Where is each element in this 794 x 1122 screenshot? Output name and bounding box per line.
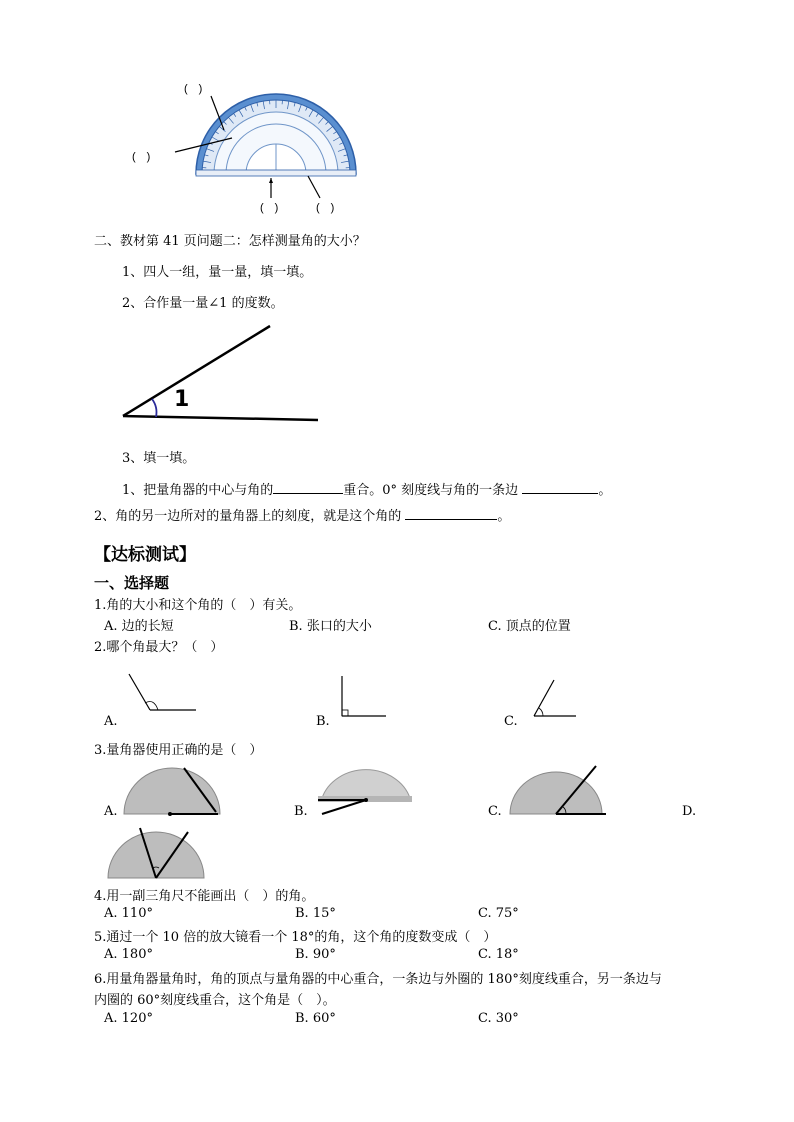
- q1-option-c[interactable]: C. 顶点的位置: [488, 619, 571, 634]
- q2-stem: 2.哪个角最大？（ ）: [94, 640, 224, 655]
- fill-in-2-part-b: 。: [497, 509, 511, 524]
- q3-option-d[interactable]: D.: [682, 804, 697, 819]
- fill-blank-vertex[interactable]: [273, 481, 343, 494]
- q5-option-a[interactable]: A. 180°: [104, 947, 153, 962]
- q1-stem: 1.角的大小和这个角的（ ）有关。: [94, 598, 302, 613]
- fill-blank-degree[interactable]: [405, 507, 497, 520]
- fill-in-2-part-a: 2、角的另一边所对的量角器上的刻度，就是这个角的: [94, 509, 402, 524]
- q4-option-a[interactable]: A. 110°: [104, 906, 153, 921]
- section2-step2: 2、合作量一量∠1 的度数。: [122, 296, 284, 311]
- q3-figure-b: [314, 758, 414, 818]
- q2-angle-a: [126, 672, 198, 716]
- q6-option-a[interactable]: A. 120°: [104, 1011, 153, 1026]
- q5-option-b[interactable]: B. 90°: [295, 947, 336, 962]
- q3-option-c[interactable]: C.: [488, 804, 502, 819]
- test-section-title: 一、选择题: [94, 574, 170, 592]
- q3-option-a[interactable]: A.: [104, 804, 118, 819]
- q4-option-b[interactable]: B. 15°: [295, 906, 336, 921]
- fill-in-1-part-c: 。: [598, 483, 612, 498]
- q2-option-a[interactable]: A.: [104, 714, 118, 729]
- q5-stem: 5.通过一个 10 倍的放大镜看一个 18°的角，这个角的度数变成（ ）: [94, 930, 497, 945]
- angle-1-figure: [118, 322, 328, 427]
- test-heading: 【达标测试】: [94, 545, 196, 565]
- protractor-label-left: ( ): [132, 151, 151, 163]
- q3-figure-c: [508, 764, 608, 818]
- q4-stem: 4.用一副三角尺不能画出（ ）的角。: [94, 889, 315, 904]
- section2-title: 二、教材第 41 页问题二：怎样测量角的大小？: [94, 234, 366, 249]
- fill-in-2: [94, 505, 510, 524]
- q4-option-c[interactable]: C. 75°: [478, 906, 519, 921]
- q1-option-a[interactable]: A. 边的长短: [104, 619, 174, 634]
- q6-option-b[interactable]: B. 60°: [295, 1011, 336, 1026]
- fill-in-1-part-b: 重合。0° 刻度线与角的一条边: [343, 483, 519, 498]
- angle-1-label: 1: [174, 387, 190, 412]
- section2-step1: 1、四人一组，量一量，填一填。: [122, 265, 313, 280]
- q6-option-c[interactable]: C. 30°: [478, 1011, 519, 1026]
- q2-angle-c: [530, 678, 580, 720]
- fill-in-1-part-a: 1、把量角器的中心与角的: [122, 483, 274, 498]
- q2-angle-b: [338, 674, 390, 720]
- protractor-label-right: ( ): [316, 202, 335, 214]
- q1-option-b[interactable]: B. 张口的大小: [289, 619, 372, 634]
- q2-option-c[interactable]: C.: [504, 714, 518, 729]
- q3-figure-d: [106, 826, 206, 882]
- fill-blank-edge[interactable]: [522, 481, 598, 494]
- fill-in-1: [122, 479, 611, 498]
- section2-step3: 3、填一填。: [122, 451, 196, 466]
- protractor-label-center: ( ): [260, 202, 279, 214]
- q5-option-c[interactable]: C. 18°: [478, 947, 519, 962]
- q2-option-b[interactable]: B.: [316, 714, 330, 729]
- q6-stem-line1: 6.用量角器量角时，角的顶点与量角器的中心重合，一条边与外圈的 180°刻度线重合，另一条边与: [94, 972, 662, 987]
- q6-stem-line2: 内圈的 60°刻度线重合，这个角是（ ）。: [94, 993, 336, 1008]
- q3-figure-a: [122, 766, 222, 818]
- protractor-figure: [120, 78, 380, 218]
- q3-stem: 3.量角器使用正确的是（ ）: [94, 743, 263, 758]
- q3-option-b[interactable]: B.: [294, 804, 308, 819]
- protractor-label-top: ( ): [184, 83, 203, 95]
